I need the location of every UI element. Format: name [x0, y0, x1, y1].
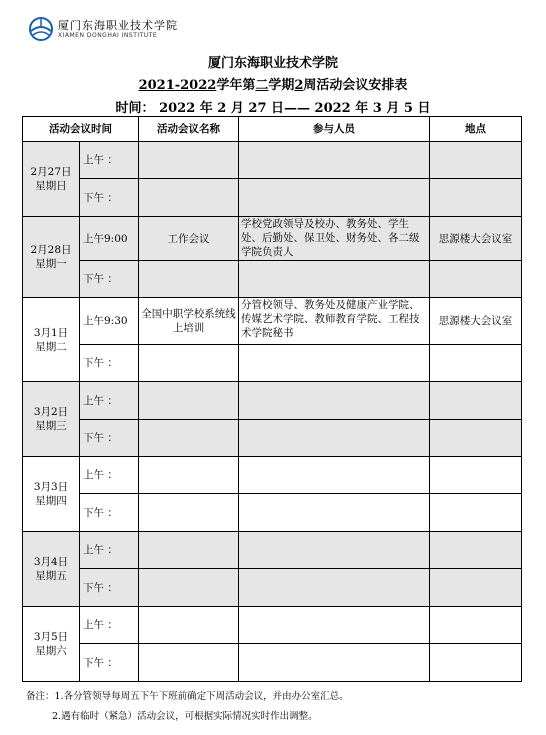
date-range: 时间： 2022 年 2 月 27 日—— 2022 年 3 月 5 日 — [115, 101, 431, 116]
meeting-place — [430, 142, 522, 179]
table-row — [23, 607, 522, 644]
meeting-place — [430, 494, 522, 532]
table-row — [23, 142, 522, 179]
col-header-time: 活动会议时间 — [23, 117, 139, 142]
meeting-place — [430, 420, 522, 457]
note-1: 备注：1.各分管领导每周五下午下班前确定下周活动会议，并由办公室汇总。 — [26, 691, 349, 702]
participants — [239, 420, 430, 457]
meeting-name — [139, 179, 239, 217]
table-row — [23, 494, 522, 532]
slot-time: 下午 ： — [80, 644, 139, 682]
meeting-name — [139, 345, 239, 382]
school-logo — [28, 14, 178, 48]
day-weekday: 星期日 — [35, 180, 67, 192]
table-row — [23, 217, 522, 261]
table-row — [23, 345, 522, 382]
meeting-place — [430, 179, 522, 217]
table-row — [23, 420, 522, 457]
participants — [239, 607, 430, 644]
table-row — [23, 261, 522, 298]
day-date: 2月27日 — [30, 166, 72, 178]
slot-time: 上午 ： — [80, 142, 139, 179]
participants — [239, 532, 430, 569]
slot-time: 下午 ： — [80, 494, 139, 532]
table-row — [23, 644, 522, 682]
participants — [239, 179, 430, 217]
meeting-name — [139, 261, 239, 298]
col-header-place: 地点 — [430, 117, 522, 142]
col-header-people: 参与人员 — [239, 117, 430, 142]
meeting-name — [139, 607, 239, 644]
day-date: 3月1日 — [33, 326, 69, 339]
meeting-name — [139, 494, 239, 532]
logo-name-cn: 厦门东海职业技术学院 — [58, 19, 178, 32]
meeting-name — [139, 644, 239, 682]
participants — [239, 382, 430, 420]
meeting-place — [430, 382, 522, 420]
globe-icon — [28, 16, 54, 42]
participants — [239, 457, 430, 494]
school-title: 厦门东海职业技术学院 — [207, 56, 338, 71]
logo-name-en: XIAMEN DONGHAI INSTITUTE — [58, 32, 158, 39]
slot-time: 上午 ： — [80, 382, 139, 420]
slot-time: 下午 ： — [80, 179, 139, 217]
participants — [239, 494, 430, 532]
title-week: 2 — [294, 78, 304, 93]
day-cell — [23, 217, 80, 298]
table-row — [23, 382, 522, 420]
participants: 分管校领导、教务处及健康产业学院、传媒艺术学院、教师教育学院、工程技术学院秘书 — [239, 298, 430, 345]
slot-time: 下午 ： — [80, 345, 139, 382]
slot-time: 下午 ： — [80, 261, 139, 298]
meeting-name — [139, 142, 239, 179]
note-2: 2.遇有临时（紧急）活动会议，可根据实际情况实时作出调整。 — [52, 711, 318, 722]
slot-time: 上午9:00 — [80, 217, 139, 261]
meeting-name: 工作会议 — [139, 217, 239, 261]
slot-time: 上午 ： — [80, 607, 139, 644]
day-cell — [23, 382, 80, 457]
meeting-name — [139, 532, 239, 569]
table-header-row — [23, 117, 522, 142]
day-date: 3月5日 — [33, 631, 69, 643]
meeting-place — [430, 644, 522, 682]
title-term: 二 — [255, 78, 269, 93]
meeting-place — [430, 261, 522, 298]
meeting-name: 全国中职学校系统线上培训 — [139, 298, 239, 345]
slot-time: 下午 ： — [80, 569, 139, 607]
meeting-name — [139, 569, 239, 607]
day-weekday: 星期六 — [35, 645, 67, 657]
schedule-title — [0, 74, 546, 93]
participants — [239, 345, 430, 382]
day-weekday: 星期四 — [35, 495, 67, 507]
meeting-name — [139, 382, 239, 420]
participants: 学校党政领导及校办、教务处、学生处、后勤处、保卫处、财务处、各二级学院负责人 — [239, 217, 430, 261]
meeting-name — [139, 457, 239, 494]
schedule-table — [22, 116, 522, 682]
title-text-c: 周活动会议安排表 — [303, 78, 408, 93]
meeting-name — [139, 420, 239, 457]
day-weekday: 星期一 — [35, 258, 67, 270]
slot-time: 下午 ： — [80, 420, 139, 457]
table-row — [23, 457, 522, 494]
col-header-name: 活动会议名称 — [139, 117, 239, 142]
meeting-place — [430, 345, 522, 382]
day-cell — [23, 142, 80, 217]
table-row — [23, 569, 522, 607]
slot-time: 上午 ： — [80, 532, 139, 569]
day-date: 2月28日 — [30, 244, 72, 256]
day-cell — [23, 457, 80, 532]
title-text-b: 学期 — [268, 78, 295, 93]
participants — [239, 569, 430, 607]
day-weekday: 星期五 — [35, 570, 67, 582]
table-row — [23, 298, 522, 345]
meeting-place: 思源楼大会议室 — [430, 298, 522, 345]
table-row — [23, 532, 522, 569]
title-year: 2021-2022 — [138, 78, 217, 93]
day-date: 3月2日 — [33, 406, 69, 418]
participants — [239, 261, 430, 298]
meeting-place: 思源楼大会议室 — [430, 217, 522, 261]
meeting-place — [430, 569, 522, 607]
meeting-place — [430, 607, 522, 644]
day-date: 3月3日 — [33, 481, 69, 493]
title-text-a: 学年第 — [216, 78, 256, 93]
slot-time: 上午 ： — [80, 457, 139, 494]
day-weekday: 星期二 — [35, 340, 67, 353]
participants — [239, 142, 430, 179]
participants — [239, 644, 430, 682]
day-date: 3月4日 — [33, 556, 69, 568]
meeting-place — [430, 532, 522, 569]
slot-time: 上午9:30 — [80, 298, 139, 345]
table-row — [23, 179, 522, 217]
day-cell — [23, 532, 80, 607]
meeting-place — [430, 457, 522, 494]
day-weekday: 星期三 — [35, 420, 67, 432]
day-cell — [23, 298, 80, 382]
day-cell — [23, 607, 80, 682]
